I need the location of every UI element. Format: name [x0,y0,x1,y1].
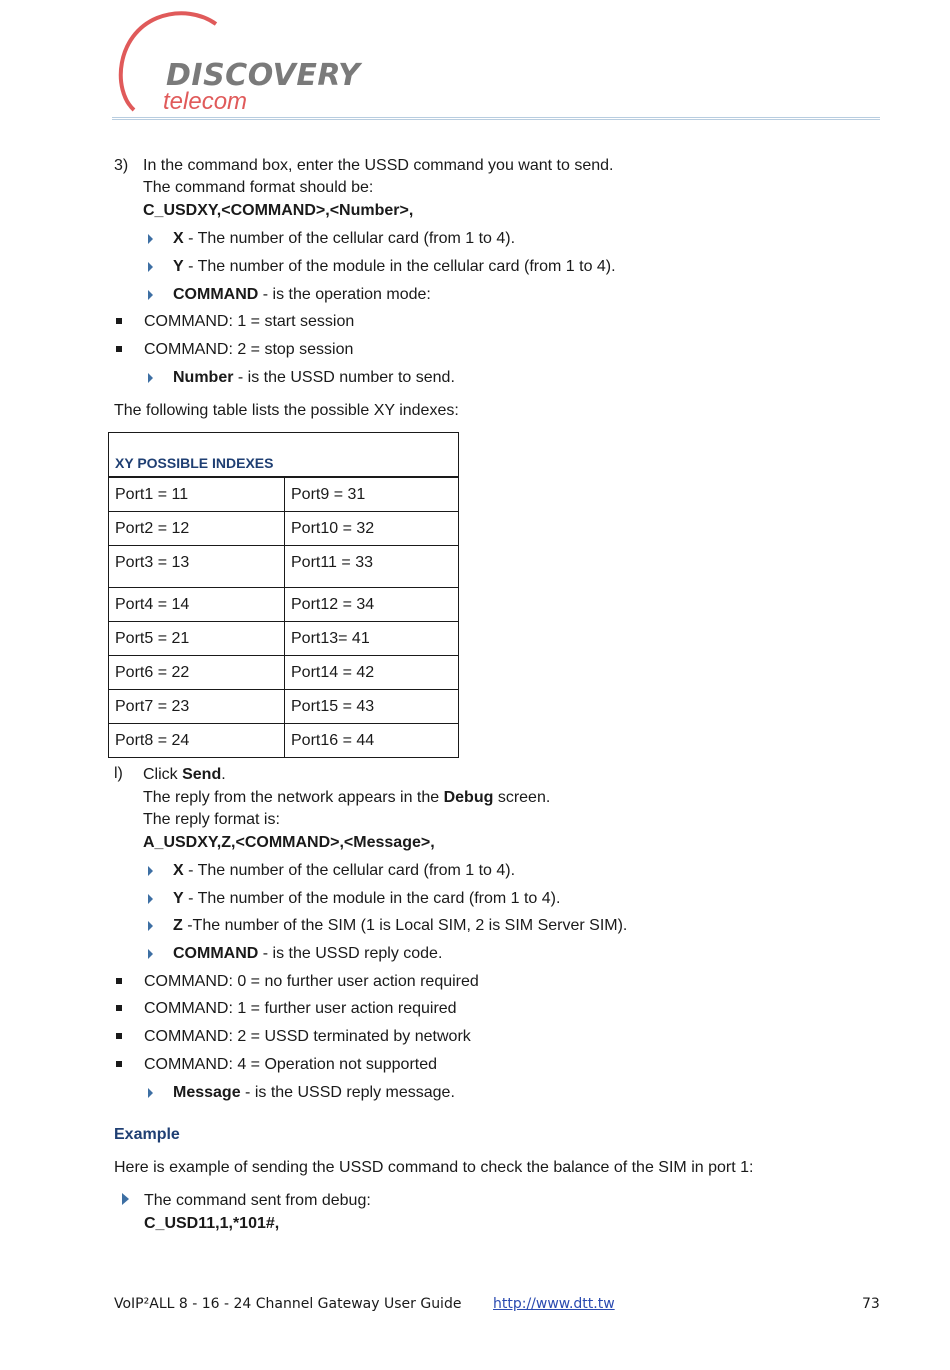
param-term: X [173,230,184,247]
click-term: Send [182,766,222,783]
command-option: COMMAND: 1 = start session [144,313,355,330]
bullet-arrow-icon [122,1193,129,1205]
bullet-arrow-icon [148,290,153,300]
bullet-arrow-icon [148,1088,153,1098]
reply-prefix: The reply from the network appears in the [143,789,444,806]
reply-code: COMMAND: 1 = further user action required [144,1000,457,1017]
reply-param-y [173,889,560,909]
bullet-square-icon [116,1061,122,1067]
param-y [173,257,616,277]
bullet-arrow-icon [148,894,153,904]
xy-indexes-table [108,432,459,758]
table-cell: Port7 = 23 [115,698,190,715]
table-cell: Port14 = 42 [284,656,458,689]
table-cell: Port4 = 14 [115,596,190,613]
reply-code: COMMAND: 4 = Operation not supported [144,1056,438,1073]
param-desc: - The number of the module in the cellular card (from 1 to 4). [183,258,616,275]
table-cell: Port6 = 22 [115,664,190,681]
reply-code: COMMAND: 2 = USSD terminated by network [144,1028,471,1045]
table-cell: Port2 = 12 [115,520,190,537]
bullet-arrow-icon [148,949,153,959]
step-4-number: l) [114,765,123,782]
table-cell: Port8 = 24 [115,732,190,749]
logo-wordmark: DISCOVERY [166,58,361,93]
reply-param-x [173,861,515,881]
table-row [109,511,458,545]
table-cell: Port5 = 21 [115,630,190,647]
footer-title: VoIP²ALL 8 - 16 - 24 Channel Gateway User Guide [114,1296,462,1312]
step-4-reply-format: A_USDXY,Z,<COMMAND>,<Message>, [143,834,435,851]
param-number [173,368,455,388]
bullet-arrow-icon [148,373,153,383]
param-term: Message [173,1084,241,1101]
param-term: Z [173,917,183,934]
reply-param-z [173,916,627,936]
table-cell: Port9 = 31 [284,478,458,511]
table-cell: Port11 = 33 [284,546,458,587]
bullet-arrow-icon [148,866,153,876]
table-cell: Port3 = 13 [115,554,190,571]
table-row [109,477,458,511]
bullet-square-icon [116,1033,122,1039]
param-desc: - is the operation mode: [258,286,431,303]
param-term: X [173,862,184,879]
header-divider [112,117,880,120]
step-3-format-intro: The command format should be: [143,179,374,196]
table-intro: The following table lists the possible XY indexes: [114,402,459,419]
click-prefix: Click [143,766,183,783]
param-desc: - The number of the cellular card (from 1 to 4). [183,230,516,247]
footer-link[interactable]: http://www.dtt.tw [493,1296,615,1312]
param-desc: - is the USSD reply message. [240,1084,455,1101]
param-desc: - is the USSD reply code. [258,945,443,962]
table-cell: Port10 = 32 [284,512,458,545]
reply-param-message [173,1083,455,1103]
param-x [173,229,515,249]
param-desc: - is the USSD number to send. [233,369,455,386]
bullet-square-icon [116,978,122,984]
table-cell: Port15 = 43 [284,690,458,723]
step-4-format-intro: The reply format is: [143,811,280,828]
reply-term: Debug [443,789,494,806]
param-command [173,285,431,305]
param-term: Y [173,890,184,907]
param-desc: -The number of the SIM (1 is Local SIM, 2 is SIM Server SIM). [182,917,628,934]
table-row [109,621,458,655]
table-row [109,545,458,587]
table-caption: XY POSSIBLE INDEXES [115,455,274,471]
bullet-square-icon [116,1005,122,1011]
reply-code: COMMAND: 0 = no further user action required [144,973,479,990]
example-command: C_USD11,1,*101#, [144,1215,280,1232]
table-cell: Port1 = 11 [115,486,189,503]
bullet-arrow-icon [148,262,153,272]
bullet-arrow-icon [148,234,153,244]
table-cell: Port13= 41 [284,622,458,655]
step-3-number: 3) [114,157,129,174]
table-row [109,689,458,723]
example-intro: Here is example of sending the USSD command to check the balance of the SIM in port 1: [114,1159,754,1176]
param-term: COMMAND [173,286,259,303]
step-4-click [143,765,226,785]
logo-subtitle: telecom [163,88,248,115]
bullet-arrow-icon [148,921,153,931]
bullet-square-icon [116,346,122,352]
step-4-reply [143,788,550,808]
click-suffix: . [221,766,226,783]
table-row [109,587,458,621]
param-term: COMMAND [173,945,259,962]
table-row [109,723,458,757]
command-option: COMMAND: 2 = stop session [144,341,354,358]
step-3-command-format: C_USDXY,<COMMAND>,<Number>, [143,202,414,219]
example-heading: Example [114,1126,180,1143]
table-row [109,655,458,689]
param-term: Y [173,258,184,275]
param-term: Number [173,369,234,386]
step-3-text: In the command box, enter the USSD command you want to send. [143,157,614,174]
param-desc: - The number of the module in the card (from 1 to 4). [183,890,561,907]
table-caption-row [109,433,458,477]
example-bullet: The command sent from debug: [144,1192,371,1209]
reply-param-command [173,944,442,964]
reply-suffix: screen. [493,789,551,806]
param-desc: - The number of the cellular card (from 1 to 4). [183,862,516,879]
table-cell: Port16 = 44 [284,724,458,757]
page-number: 73 [862,1296,880,1312]
bullet-square-icon [116,318,122,324]
table-cell: Port12 = 34 [284,588,458,621]
footer-link-wrap [493,1296,615,1312]
